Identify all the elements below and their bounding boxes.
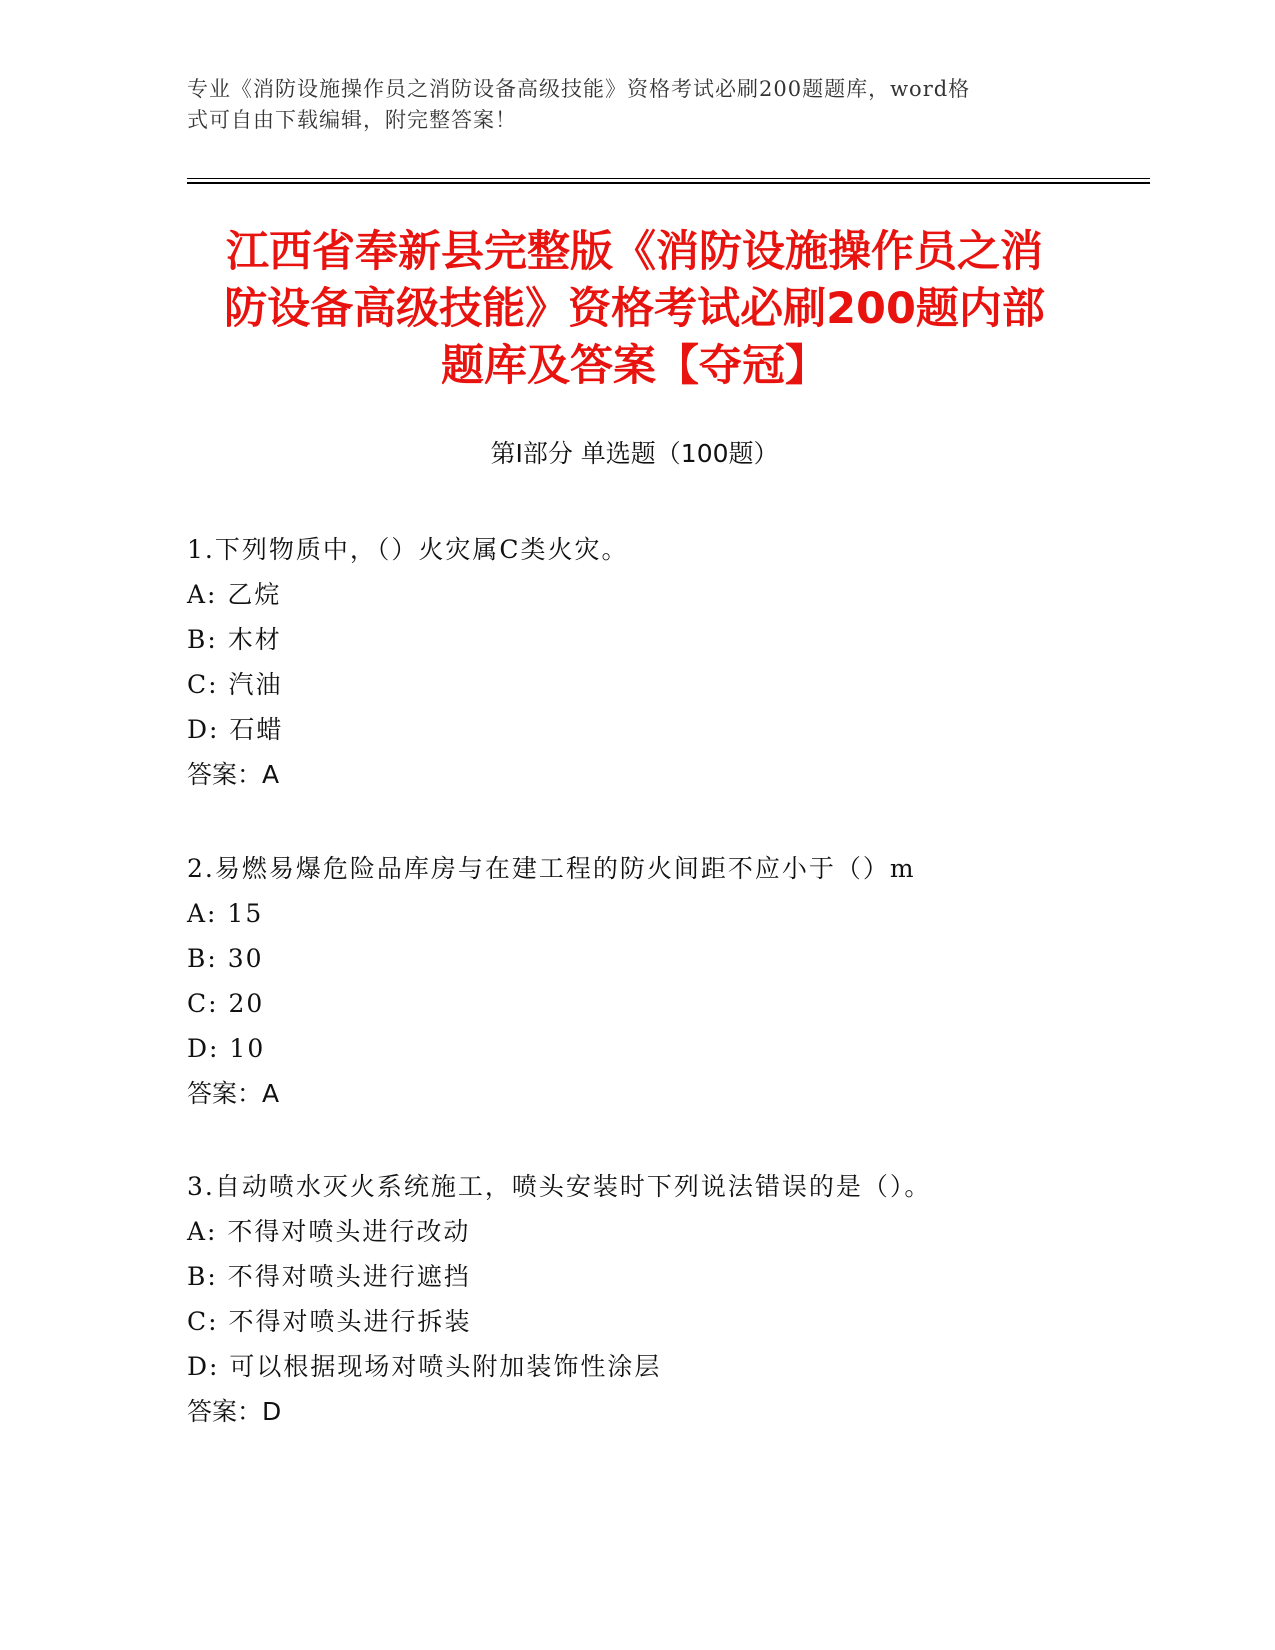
question-block bbox=[187, 846, 1087, 1116]
answer-label: 答案：A bbox=[187, 760, 280, 789]
answer-label: 答案：D bbox=[187, 1397, 282, 1426]
section-heading: 第Ⅰ部分 单选题（100题） bbox=[490, 439, 779, 468]
option-b: B: 不得对喷头进行遮挡 bbox=[187, 1262, 471, 1291]
question-block bbox=[187, 527, 1087, 797]
question-block bbox=[187, 1164, 1087, 1434]
header-note-line-2: 式可自由下载编辑，附完整答案！ bbox=[187, 108, 517, 132]
header-divider-thick bbox=[187, 182, 1150, 184]
option-c: C: 汽油 bbox=[187, 670, 283, 699]
question-stem: 3.自动喷水灭火系统施工，喷头安装时下列说法错误的是（）。 bbox=[187, 1172, 932, 1201]
option-d: D: 可以根据现场对喷头附加装饰性涂层 bbox=[187, 1352, 662, 1381]
option-a: A: 乙烷 bbox=[187, 580, 282, 609]
header-note bbox=[187, 74, 1067, 136]
option-c: C: 不得对喷头进行拆装 bbox=[187, 1307, 472, 1336]
question-stem: 2.易燃易爆危险品库房与在建工程的防火间距不应小于（）m bbox=[187, 854, 916, 883]
option-d: D: 10 bbox=[187, 1034, 266, 1063]
option-c: C: 20 bbox=[187, 989, 265, 1018]
header-divider-thin bbox=[187, 178, 1150, 179]
header-note-line-1: 专业《消防设施操作员之消防设备高级技能》资格考试必刷200题题库，word格 bbox=[187, 77, 971, 101]
option-b: B: 木材 bbox=[187, 625, 282, 654]
option-d: D: 石蜡 bbox=[187, 715, 284, 744]
option-b: B: 30 bbox=[187, 944, 264, 973]
document-title-line-2: 防设备高级技能》资格考试必刷200题内部 bbox=[224, 284, 1045, 334]
question-stem: 1.下列物质中，（）火灾属C类火灾。 bbox=[187, 535, 629, 564]
document-title bbox=[187, 224, 1082, 395]
option-a: A: 15 bbox=[187, 899, 264, 928]
document-title-line-3: 题库及答案【夺冠】 bbox=[441, 341, 828, 391]
document-title-line-1: 江西省奉新县完整版《消防设施操作员之消 bbox=[226, 227, 1043, 277]
option-a: A: 不得对喷头进行改动 bbox=[187, 1217, 471, 1246]
answer-label: 答案：A bbox=[187, 1079, 280, 1108]
